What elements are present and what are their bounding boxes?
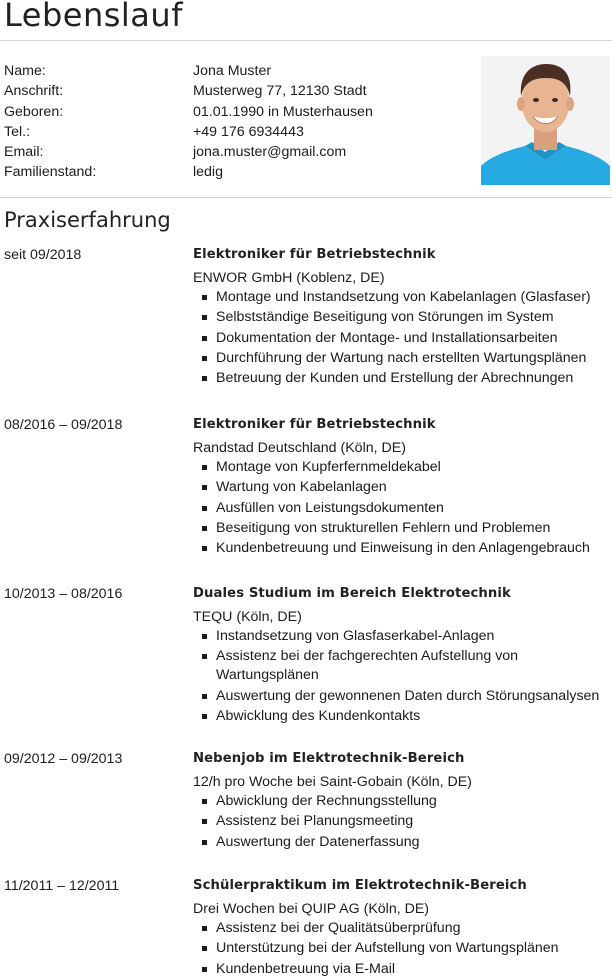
entry-company: ENWOR GmbH (Koblenz, DE) xyxy=(193,270,385,286)
section-divider xyxy=(0,197,612,198)
task-list xyxy=(193,919,609,979)
personal-label: Tel.: xyxy=(4,123,31,140)
entry-body xyxy=(193,585,609,727)
personal-row-birth xyxy=(4,102,474,122)
task-item: Instandsetzung von Glasfaserkabel-Anlagen xyxy=(193,627,609,646)
task-item: Dokumentation der Montage- und Installationsarbeiten xyxy=(193,329,609,348)
task-item: Abwicklung der Rechnungsstellung xyxy=(193,792,609,811)
entry-date: 09/2012 – 09/2013 xyxy=(4,751,123,767)
task-item: Assistenz bei der Qualitätsüberprüfung xyxy=(193,919,609,938)
entry-title: Elektroniker für Betriebstechnik xyxy=(193,417,436,432)
task-item: Auswertung der gewonnenen Daten durch Störungsanalysen xyxy=(193,687,609,706)
entry-date: seit 09/2018 xyxy=(4,247,82,263)
task-item: Unterstützung bei der Aufstellung von Wartungsplänen xyxy=(193,939,609,958)
personal-row-address xyxy=(4,81,474,101)
entry-body xyxy=(193,877,609,980)
task-item: Assistenz bei Planungsmeeting xyxy=(193,812,609,831)
task-item: Wartung von Kabelanlagen xyxy=(193,478,609,497)
entry-company: TEQU (Köln, DE) xyxy=(193,609,302,625)
task-item: Auswertung der Datenerfassung xyxy=(193,833,609,852)
entry-body xyxy=(193,416,609,559)
personal-label: Familienstand: xyxy=(4,164,97,181)
personal-value: ledig xyxy=(193,164,223,181)
task-item: Betreuung der Kunden und Erstellung der Abrechnungen xyxy=(193,369,609,388)
profile-photo xyxy=(481,56,610,185)
entry-title: Elektroniker für Betriebstechnik xyxy=(193,247,436,262)
task-item: Assistenz bei der fachgerechten Aufstellung von Wartungsplänen xyxy=(193,647,609,685)
entry-date: 11/2011 – 12/2011 xyxy=(4,878,120,894)
entry-company: Drei Wochen bei QUIP AG (Köln, DE) xyxy=(193,901,430,917)
personal-label: Geboren: xyxy=(4,103,64,120)
task-item: Kundenbetreuung und Einweisung in den Anlagengebrauch xyxy=(193,539,609,558)
task-item: Kundenbetreuung via E-Mail xyxy=(193,960,609,979)
personal-info xyxy=(4,61,474,183)
personal-row-email xyxy=(4,142,474,162)
task-list xyxy=(193,627,609,726)
personal-value: Jona Muster xyxy=(193,63,272,79)
title-divider xyxy=(0,40,612,41)
section-title-experience: Praxiserfahrung xyxy=(4,208,171,232)
personal-value: Musterweg 77, 12130 Stadt xyxy=(193,83,367,100)
personal-value: jona.muster@gmail.com xyxy=(193,144,347,161)
task-list xyxy=(193,458,609,558)
task-item: Montage und Instandsetzung von Kabelanlagen (Glasfaser) xyxy=(193,288,609,307)
task-item: Montage von Kupferfernmeldekabel xyxy=(193,458,609,477)
task-item: Selbstständige Beseitigung von Störungen im System xyxy=(193,308,609,327)
personal-label: Name: xyxy=(4,63,46,79)
entry-date: 08/2016 – 09/2018 xyxy=(4,417,123,433)
task-item: Ausfüllen von Leistungsdokumenten xyxy=(193,499,609,518)
entry-company: 12/h pro Woche bei Saint-Gobain (Köln, DE) xyxy=(193,774,472,790)
task-list xyxy=(193,792,609,852)
entry-date: 10/2013 – 08/2016 xyxy=(4,586,123,602)
personal-row-name xyxy=(4,61,474,81)
personal-label: Anschrift: xyxy=(4,83,64,100)
page-title: Lebenslauf xyxy=(4,0,183,34)
task-item: Durchführung der Wartung nach erstellten Wartungsplänen xyxy=(193,349,609,368)
personal-value: 01.01.1990 in Musterhausen xyxy=(193,103,373,120)
personal-value: +49 176 6934443 xyxy=(193,123,304,140)
entry-company: Randstad Deutschland (Köln, DE) xyxy=(193,440,406,456)
entry-body xyxy=(193,246,609,389)
entry-title: Nebenjob im Elektrotechnik-Bereich xyxy=(193,751,465,766)
personal-row-phone xyxy=(4,122,474,142)
entry-title: Schülerpraktikum im Elektrotechnik-Bereich xyxy=(193,878,527,893)
task-list xyxy=(193,288,609,388)
task-item: Abwicklung des Kundenkontakts xyxy=(193,707,609,726)
entry-title: Duales Studium im Bereich Elektrotechnik xyxy=(193,586,511,601)
entry-body xyxy=(193,750,609,853)
task-item: Beseitigung von strukturellen Fehlern und Problemen xyxy=(193,519,609,538)
personal-label: Email: xyxy=(4,144,44,161)
personal-row-status xyxy=(4,162,474,182)
